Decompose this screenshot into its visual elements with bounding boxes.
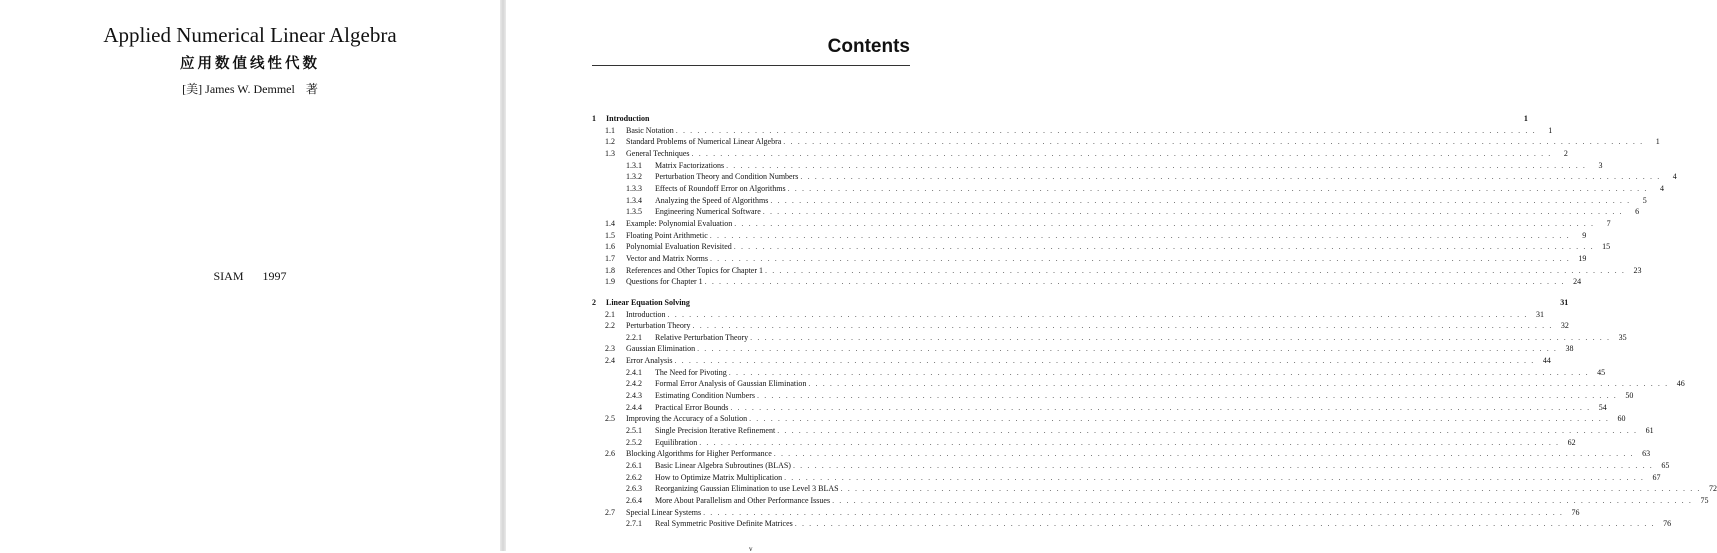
toc-entry-title: Introduction bbox=[626, 309, 666, 319]
toc-entry-title: Questions for Chapter 1 bbox=[626, 277, 703, 287]
toc-entry-title: Linear Equation Solving bbox=[606, 297, 690, 307]
toc-entry-title: Improving the Accuracy of a Solution bbox=[626, 414, 748, 424]
toc-leader-dots: . . . . . . . . . . . . . . . . . . . . . . . . . . . . . . . . . . . . . . . . . . . . . . . . . . . . . . . . . . . . . . . . . . . . . . . . . . . . . . . . . . . . . . . . . . . . . . . . . . . . . . . . . . . . . . . . . . . . . . . . bbox=[787, 183, 1648, 193]
toc-entry-number: 1.3.1 bbox=[626, 160, 642, 170]
toc-entry-title: References and Other Topics for Chapter 1 bbox=[626, 265, 764, 275]
toc-entry-page: 9 bbox=[1582, 230, 1587, 240]
toc-subsection-row[interactable] bbox=[592, 472, 1661, 484]
toc-entry-page: 7 bbox=[1606, 218, 1611, 228]
toc-entry-number: 1.3.4 bbox=[626, 195, 642, 205]
toc-leader-dots: . . . . . . . . . . . . . . . . . . . . . . . . . . . . . . . . . . . . . . . . . . . . . . . . . . . . . . . . . . . . . . . . . . . . . . . . . . . . . . . . . . . . . . . . . . . . . . . . . . . . . . . . . . . . . . . . . . . . . . . . bbox=[757, 391, 1618, 401]
toc-section-row[interactable] bbox=[592, 136, 1660, 148]
toc-entry-number: 2 bbox=[592, 297, 596, 307]
toc-entry-title: Relative Perturbation Theory bbox=[655, 332, 749, 342]
toc-entry-page: 72 bbox=[1709, 484, 1717, 494]
toc-entry-title: How to Optimize Matrix Multiplication bbox=[655, 472, 783, 482]
toc-entry-title: Perturbation Theory and Condition Numbers bbox=[655, 172, 799, 182]
toc-leader-dots: . . . . . . . . . . . . . . . . . . . . . . . . . . . . . . . . . . . . . . . . . . . . . . . . . . . . . . . . . . . . . . . . . . . . . . . . . . . . . . . . . . . . . . . . . . . . . . . . . . . . . . . . . . . . . . . . . . . . . . . . bbox=[733, 242, 1595, 252]
toc-entry-number: 1.6 bbox=[605, 242, 615, 252]
toc-entry-number: 2.6.1 bbox=[626, 461, 642, 471]
toc-entry-title: Error Analysis bbox=[626, 356, 673, 366]
toc-leader-dots: . . . . . . . . . . . . . . . . . . . . . . . . . . . . . . . . . . . . . . . . . . . . . . . . . . . . . . . . . . . . . . . . . . . . . . . . . . . . . . . . . . . . . . . . . . . . . . . . . . . . . . . . . . . . . . . . . . . . . . . . bbox=[709, 230, 1571, 240]
author-role: 著 bbox=[305, 82, 318, 96]
toc-entry-page: 4 bbox=[1659, 183, 1664, 193]
toc-entry-title: Matrix Factorizations bbox=[655, 160, 725, 170]
toc-leader-dots: . . . . . . . . . . . . . . . . . . . . . . . . . . . . . . . . . . . . . . . . . . . . . . . . . . . . . . . . . . . . . . . . . . . . . . . . . . . . . . . . . . . . . . . . . . . . . . . . . . . . . . . . . . . . . . . . . . . . . . . . bbox=[800, 172, 1661, 182]
toc-leader-dots: . . . . . . . . . . . . . . . . . . . . . . . . . . . . . . . . . . . . . . . . . . . . . . . . . . . . . . . . . . . . . . . . . . . . . . . . . . . . . . . . . . . . . . . . . . . . . . . . . . . . . . . . . . . . . . . . . . . . . . . . bbox=[770, 195, 1631, 205]
toc-leader-dots: . . . . . . . . . . . . . . . . . . . . . . . . . . . . . . . . . . . . . . . . . . . . . . . . . . . . . . . . . . . . . . . . . . . . . . . . . . . . . . . . . . . . . . . . . . . . . . . . . . . . . . . . . . . . . . . . . . . . . . . . bbox=[749, 414, 1610, 424]
toc-entry-page: 19 bbox=[1578, 253, 1587, 263]
toc-entry-page: 32 bbox=[1560, 321, 1569, 331]
toc-entry-number: 2.6 bbox=[605, 449, 615, 459]
toc-entry-page: 67 bbox=[1652, 472, 1661, 482]
toc-subsection-row[interactable] bbox=[592, 195, 1647, 207]
toc-entry-page: 61 bbox=[1645, 426, 1654, 436]
toc-entry-number: 1.3.3 bbox=[626, 183, 642, 193]
toc-leader-dots: . . . . . . . . . . . . . . . . . . . . . . . . . . . . . . . . . . . . . . . . . . . . . . . . . . . . . . . . . . . . . . . . . . . . . . . . . . . . . . . . . . . . . . . . . . . . . . . . . . . . . . . . . . . . . . . . . . . . . . . . bbox=[777, 426, 1638, 436]
toc-entry-page: 24 bbox=[1573, 277, 1582, 287]
toc-entry-title: Effects of Roundoff Error on Algorithms bbox=[655, 183, 786, 193]
toc-section-row[interactable] bbox=[592, 125, 1553, 137]
toc-entry-page: 4 bbox=[1672, 172, 1677, 182]
toc-entry-number: 2.7 bbox=[605, 507, 615, 517]
toc-entry-page: 1 bbox=[1655, 137, 1660, 147]
toc-section-row[interactable] bbox=[592, 265, 1642, 277]
toc-entry-number: 1.2 bbox=[605, 137, 615, 147]
toc-leader-dots: . . . . . . . . . . . . . . . . . . . . . . . . . . . . . . . . . . . . . . . . . . . . . . . . . . . . . . . . . . . . . . . . . . . . . . . . . . . . . . . . . . . . . . . . . . . . . . . . . . . . . . . . . . . . . . . . . . . . . . . . bbox=[762, 207, 1624, 217]
toc-leader-dots: . . . . . . . . . . . . . . . . . . . . . . . . . . . . . . . . . . . . . . . . . . . . . . . . . . . . . . . . . . . . . . . . . . . . . . . . . . . . . . . . . . . . . . . . . . . . . . . . . . . . . . . . . . . . . . . . . . . . . . . . bbox=[726, 160, 1587, 170]
toc-section-row[interactable] bbox=[592, 343, 1574, 355]
toc-section-row[interactable] bbox=[592, 241, 1611, 253]
toc-entry-page: 31 bbox=[1535, 309, 1544, 319]
author-nationality: [美] bbox=[182, 82, 203, 96]
toc-leader-dots: . . . . . . . . . . . . . . . . . . . . . . . . . . . . . . . . . . . . . . . . . . . . . . . . . . . . . . . . . . . . . . . . . . . . . . . . . . . . . . . . . . . . . . . . . . . . . . . . . . . . . . . . . . . . . . . . . . . . . . . . bbox=[692, 321, 1553, 331]
toc-entry-number: 1.9 bbox=[605, 277, 615, 287]
toc-entry-page: 46 bbox=[1676, 379, 1685, 389]
toc-leader-dots: . . . . . . . . . . . . . . . . . . . . . . . . . . . . . . . . . . . . . . . . . . . . . . . . . . . . . . . . . . . . . . . . . . . . . . . . . . . . . . . . . . . . . . . . . . . . . . . . . . . . . . . . . . . . . . . . . . . . . . . . bbox=[674, 356, 1535, 366]
toc-entry-page: 1 bbox=[1523, 114, 1528, 123]
toc-leader-dots: . . . . . . . . . . . . . . . . . . . . . . . . . . . . . . . . . . . . . . . . . . . . . . . . . . . . . . . . . . . . . . . . . . . . . . . . . . . . . . . . . . . . . . . . . . . . . . . . . . . . . . . . . . . . . . . . . . . . . . . . bbox=[691, 148, 1552, 158]
toc-entry-number: 2.5.1 bbox=[626, 426, 642, 436]
toc-entry-title: Floating Point Arithmetic bbox=[626, 230, 708, 240]
toc-subsection-row[interactable] bbox=[592, 171, 1677, 183]
toc-entry-page: 63 bbox=[1642, 449, 1651, 459]
toc-entry-page: 76 bbox=[1571, 507, 1580, 517]
toc-leader-dots: . . . . . . . . . . . . . . . . . . . . . . . . . . . . . . . . . . . . . . . . . . . . . . . . . . . . . . . . . . . . . . . . . . . . . . . . . . . . . . . . . . . . . . . . . . . . . . . . . . . . . . . . . . . . . . . . . . . . . . . . bbox=[667, 309, 1528, 319]
toc-leader-dots: . . . . . . . . . . . . . . . . . . . . . . . . . . . . . . . . . . . . . . . . . . . . . . . . . . . . . . . . . . . . . . . . . . . . . . . . . . . . . . . . . . . . . . . . . . . . . . . . . . . . . . . . . . . . . . . . . . . . . . . . bbox=[734, 218, 1595, 228]
page-number: v bbox=[749, 545, 753, 553]
toc-subsection-row[interactable] bbox=[592, 160, 1603, 172]
toc-entry-title: Single Precision Iterative Refinement bbox=[655, 426, 776, 436]
toc-subsection-row[interactable] bbox=[592, 402, 1607, 414]
author-line bbox=[0, 80, 500, 97]
toc-entry-title: The Need for Pivoting bbox=[655, 367, 727, 377]
table-of-contents bbox=[592, 113, 1717, 530]
toc-leader-dots: . . . . . . . . . . . . . . . . . . . . . . . . . . . . . . . . . . . . . . . . . . . . . . . . . . . . . . . . . . . . . . . . . . . . . . . . . . . . . . . . . . . . . . . . . . . . . . . . . . . . . . . . . . . . . . . . . . . . . . . . bbox=[730, 402, 1591, 412]
toc-section-row[interactable] bbox=[592, 309, 1544, 321]
toc-section-row[interactable] bbox=[592, 355, 1551, 367]
toc-entry-page: 15 bbox=[1602, 242, 1611, 252]
toc-entry-title: Blocking Algorithms for Higher Performance bbox=[626, 449, 772, 459]
toc-section-row[interactable] bbox=[592, 507, 1580, 519]
toc-entry-page: 76 bbox=[1663, 519, 1672, 529]
toc-entry-number: 1.4 bbox=[605, 218, 615, 228]
contents-heading: Contents bbox=[827, 36, 910, 57]
toc-entry-page: 54 bbox=[1598, 402, 1607, 412]
toc-entry-number: 1.3.2 bbox=[626, 172, 642, 182]
toc-entry-number: 2.4.1 bbox=[626, 367, 642, 377]
toc-entry-page: 38 bbox=[1565, 344, 1574, 354]
toc-chapter-row[interactable] bbox=[592, 113, 1528, 125]
toc-subsection-row[interactable] bbox=[592, 460, 1670, 472]
toc-entry-title: Engineering Numerical Software bbox=[655, 207, 761, 217]
toc-subsection-row[interactable] bbox=[592, 183, 1664, 195]
toc-leader-dots: . . . . . . . . . . . . . . . . . . . . . . . . . . . . . . . . . . . . . . . . . . . . . . . . . . . . . . . . . . . . . . . . . . . . . . . . . . . . . . . . . . . . . . . . . . . . . . . . . . . . . . . . . . . . . . . . . . . . . . . . bbox=[773, 449, 1635, 459]
toc-section-row[interactable] bbox=[592, 218, 1611, 230]
toc-entry-number: 2.4.2 bbox=[626, 379, 642, 389]
toc-entry-number: 2.4.3 bbox=[626, 391, 642, 401]
toc-subsection-row[interactable] bbox=[592, 390, 1634, 402]
toc-entry-page: 23 bbox=[1633, 265, 1642, 275]
toc-leader-dots: . . . . . . . . . . . . . . . . . . . . . . . . . . . . . . . . . . . . . . . . . . . . . . . . . . . . . . . . . . . . . . . . . . . . . . . . . . . . . . . . . . . . . . . . . . . . . . . . . . . . . . . . . . . . . . . . . . . . . . . . bbox=[750, 332, 1611, 342]
toc-entry-title: Standard Problems of Numerical Linear Algebra bbox=[626, 137, 782, 147]
toc-entry-page: 6 bbox=[1635, 207, 1640, 217]
toc-section-row[interactable] bbox=[592, 230, 1587, 242]
toc-entry-title: Perturbation Theory bbox=[626, 321, 691, 331]
toc-leader-dots: . . . . . . . . . . . . . . . . . . . . . . . . . . . . . . . . . . . . . . . . . . . . . . . . . . . . . . . . . . . . . . . . . . . . . . . . . . . . . . . . . . . . . . . . . . . . . . . . . . . . . . . . . . . . . . . . . . . . . . . . bbox=[840, 484, 1702, 494]
toc-entry-number: 1.7 bbox=[605, 253, 615, 263]
toc-leader-dots: . . . . . . . . . . . . . . . . . . . . . . . . . . . . . . . . . . . . . . . . . . . . . . . . . . . . . . . . . . . . . . . . . . . . . . . . . . . . . . . . . . . . . . . . . . . . . . . . . . . . . . . . . . . . . . . . . . . . . . . . bbox=[697, 344, 1558, 354]
toc-leader-dots: . . . . . . . . . . . . . . . . . . . . . . . . . . . . . . . . . . . . . . . . . . . . . . . . . . . . . . . . . . . . . . . . . . . . . . . . . . . . . . . . . . . . . . . . . . . . . . . . . . . . . . . . . . . . . . . . . . . . . . . . bbox=[675, 125, 1537, 135]
toc-entry-title: Gaussian Elimination bbox=[626, 344, 696, 354]
toc-entry-page: 75 bbox=[1700, 496, 1709, 505]
toc-entry-number: 2.2.1 bbox=[626, 332, 642, 342]
toc-subsection-row[interactable] bbox=[592, 367, 1606, 379]
author-name: James W. Demmel bbox=[205, 82, 295, 96]
toc-entry-number: 2.1 bbox=[605, 309, 615, 319]
toc-entry-number: 1 bbox=[592, 114, 596, 123]
toc-subsection-row[interactable] bbox=[592, 206, 1640, 218]
toc-leader-dots: . . . . . . . . . . . . . . . . . . . . . . . . . . . . . . . . . . . . . . . . . . . . . . . . . . . . . . . . . . . . . . . . . . . . . . . . . . . . . . . . . . . . . . . . . . . . . . . . . . . . . . . . . . . . . . . . . . . . . . . . bbox=[808, 379, 1669, 389]
chapter-spacer bbox=[592, 288, 910, 297]
toc-section-row[interactable] bbox=[592, 413, 1626, 425]
toc-subsection-row[interactable] bbox=[592, 332, 1627, 344]
toc-entry-title: Example: Polynomial Evaluation bbox=[626, 218, 733, 228]
toc-entry-title: Equilibration bbox=[655, 437, 698, 447]
toc-entry-title: Polynomial Evaluation Revisited bbox=[626, 242, 732, 252]
toc-subsection-row[interactable] bbox=[592, 378, 1685, 390]
toc-entry-number: 2.5.2 bbox=[626, 437, 642, 447]
toc-subsection-row[interactable] bbox=[592, 437, 1576, 449]
toc-entry-page: 62 bbox=[1567, 437, 1576, 447]
toc-entry-number: 2.7.1 bbox=[626, 519, 642, 529]
toc-entry-page: 3 bbox=[1598, 160, 1603, 170]
toc-entry-number: 1.3.5 bbox=[626, 207, 642, 217]
toc-subsection-row[interactable] bbox=[592, 483, 1717, 495]
toc-entry-number: 2.5 bbox=[605, 414, 615, 424]
publisher: SIAM bbox=[213, 269, 244, 283]
toc-entry-page: 35 bbox=[1618, 332, 1627, 342]
contents-page bbox=[506, 0, 1717, 553]
toc-section-row[interactable] bbox=[592, 448, 1651, 460]
toc-entry-number: 1.3 bbox=[605, 148, 615, 158]
toc-entry-page: 60 bbox=[1617, 414, 1626, 424]
publisher-line bbox=[0, 269, 500, 284]
toc-entry-title: Formal Error Analysis of Gaussian Elimination bbox=[655, 379, 807, 389]
toc-entry-title: More About Parallelism and Other Performance Issues bbox=[655, 496, 831, 505]
toc-entry-page: 45 bbox=[1597, 367, 1606, 377]
toc-entry-title: Analyzing the Speed of Algorithms bbox=[655, 195, 769, 205]
title-page bbox=[0, 0, 500, 551]
toc-entry-number: 2.2 bbox=[605, 321, 615, 331]
toc-section-row[interactable] bbox=[592, 320, 1569, 332]
book-title: Applied Numerical Linear Algebra bbox=[103, 23, 397, 47]
toc-entry-page: 44 bbox=[1542, 356, 1551, 366]
toc-subsection-row[interactable] bbox=[592, 495, 1709, 507]
toc-entry-page: 5 bbox=[1642, 195, 1647, 205]
toc-entry-page: 50 bbox=[1625, 391, 1634, 401]
toc-leader-dots: . . . . . . . . . . . . . . . . . . . . . . . . . . . . . . . . . . . . . . . . . . . . . . . . . . . . . . . . . . . . . . . . . . . . . . . . . . . . . . . . . . . . . . . . . . . . . . . . . . . . . . . . . . . . . . . . . . . . . . . . bbox=[703, 507, 1564, 517]
toc-entry-title: Basic Notation bbox=[626, 125, 674, 135]
toc-entry-title: Estimating Condition Numbers bbox=[655, 391, 755, 401]
toc-entry-page: 2 bbox=[1563, 148, 1568, 158]
toc-section-row[interactable] bbox=[592, 148, 1568, 160]
toc-entry-number: 1.8 bbox=[605, 265, 615, 275]
toc-entry-number: 2.4 bbox=[605, 356, 615, 366]
publication-year: 1997 bbox=[262, 269, 287, 283]
heading-rule bbox=[592, 65, 910, 66]
toc-leader-dots: . . . . . . . . . . . . . . . . . . . . . . . . . . . . . . . . . . . . . . . . . . . . . . . . . . . . . . . . . . . . . . . . . . . . . . . . . . . . . . . . . . . . . . . . . . . . . . . . . . . . . . . . . . . . . . . . . . . . . . . . bbox=[704, 277, 1566, 287]
toc-entry-title: Basic Linear Algebra Subroutines (BLAS) bbox=[655, 461, 791, 471]
toc-entry-number: 2.3 bbox=[605, 344, 615, 354]
toc-chapter-row[interactable] bbox=[592, 297, 1569, 309]
toc-entry-number: 2.6.2 bbox=[626, 472, 642, 482]
toc-entry-page: 65 bbox=[1661, 461, 1670, 471]
book-title-chinese: 应用数值线性代数 bbox=[180, 56, 320, 72]
toc-leader-dots: . . . . . . . . . . . . . . . . . . . . . . . . . . . . . . . . . . . . . . . . . . . . . . . . . . . . . . . . . . . . . . . . . . . . . . . . . . . . . . . . . . . . . . . . . . . . . . . . . . . . . . . . . . . . . . . . . . . . . . . . bbox=[699, 437, 1560, 447]
toc-entry-title: Reorganizing Gaussian Elimination to use Level 3 BLAS bbox=[655, 484, 839, 494]
toc-leader-dots: . . . . . . . . . . . . . . . . . . . . . . . . . . . . . . . . . . . . . . . . . . . . . . . . . . . . . . . . . . . . . . . . . . . . . . . . . . . . . . . . . . . . . . . . . . . . . . . . . . . . . . . . . . . . . . . . . . . . . . . . bbox=[784, 472, 1645, 482]
toc-entry-page: 1 bbox=[1548, 125, 1553, 135]
toc-entry-title: Vector and Matrix Norms bbox=[626, 253, 708, 263]
toc-leader-dots: . . . . . . . . . . . . . . . . . . . . . . . . . . . . . . . . . . . . . . . . . . . . . . . . . . . . . . . . . . . . . . . . . . . . . . . . . . . . . . . . . . . . . . . . . . . . . . . . . . . . . . . . . . . . . . . . . . . . . . . . bbox=[728, 367, 1590, 377]
toc-subsection-row[interactable] bbox=[592, 518, 1672, 530]
toc-leader-dots: . . . . . . . . . . . . . . . . . . . . . . . . . . . . . . . . . . . . . . . . . . . . . . . . . . . . . . . . . . . . . . . . . . . . . . . . . . . . . . . . . . . . . . . . . . . . . . . . . . . . . . . . . . . . . . . . . . . . . . . . bbox=[709, 253, 1571, 263]
toc-leader-dots: . . . . . . . . . . . . . . . . . . . . . . . . . . . . . . . . . . . . . . . . . . . . . . . . . . . . . . . . . . . . . . . . . . . . . . . . . . . . . . . . . . . . . . . . . . . . . . . . . . . . . . . . . . . . . . . . . . . . . . . . bbox=[832, 496, 1693, 505]
toc-leader-dots: . . . . . . . . . . . . . . . . . . . . . . . . . . . . . . . . . . . . . . . . . . . . . . . . . . . . . . . . . . . . . . . . . . . . . . . . . . . . . . . . . . . . . . . . . . . . . . . . . . . . . . . . . . . . . . . . . . . . . . . . bbox=[794, 519, 1656, 529]
toc-entry-number: 1.5 bbox=[605, 230, 615, 240]
toc-entry-number: 2.6.3 bbox=[626, 484, 642, 494]
toc-leader-dots: . . . . . . . . . . . . . . . . . . . . . . . . . . . . . . . . . . . . . . . . . . . . . . . . . . . . . . . . . . . . . . . . . . . . . . . . . . . . . . . . . . . . . . . . . . . . . . . . . . . . . . . . . . . . . . . . . . . . . . . . bbox=[792, 461, 1654, 471]
toc-section-row[interactable] bbox=[592, 253, 1587, 265]
toc-entry-title: Real Symmetric Positive Definite Matrices bbox=[655, 519, 793, 529]
toc-entry-number: 1.1 bbox=[605, 125, 615, 135]
toc-entry-title: General Techniques bbox=[626, 148, 690, 158]
toc-subsection-row[interactable] bbox=[592, 425, 1654, 437]
toc-entry-page: 31 bbox=[1560, 297, 1569, 307]
toc-leader-dots: . . . . . . . . . . . . . . . . . . . . . . . . . . . . . . . . . . . . . . . . . . . . . . . . . . . . . . . . . . . . . . . . . . . . . . . . . . . . . . . . . . . . . . . . . . . . . . . . . . . . . . . . . . . . . . . . . . . . . . . . bbox=[783, 137, 1644, 147]
toc-entry-number: 2.4.4 bbox=[626, 402, 642, 412]
toc-entry-title: Special Linear Systems bbox=[626, 507, 702, 517]
toc-entry-number: 2.6.4 bbox=[626, 496, 642, 505]
toc-entry-title: Practical Error Bounds bbox=[655, 402, 729, 412]
toc-entry-title: Introduction bbox=[606, 114, 650, 123]
toc-section-row[interactable] bbox=[592, 276, 1582, 288]
toc-leader-dots: . . . . . . . . . . . . . . . . . . . . . . . . . . . . . . . . . . . . . . . . . . . . . . . . . . . . . . . . . . . . . . . . . . . . . . . . . . . . . . . . . . . . . . . . . . . . . . . . . . . . . . . . . . . . . . . . . . . . . . . . bbox=[765, 265, 1626, 275]
